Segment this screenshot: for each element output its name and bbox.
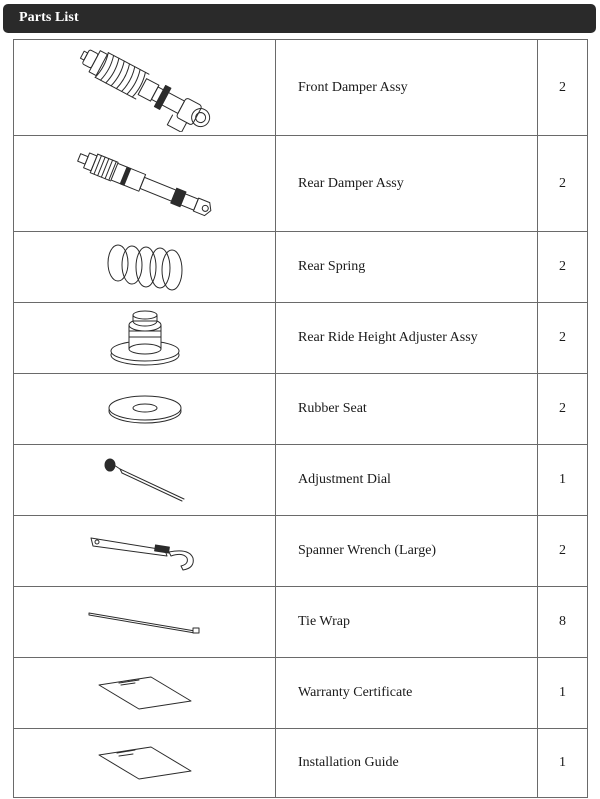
part-name: Tie Wrap	[276, 587, 538, 658]
part-name: Front Damper Assy	[276, 40, 538, 136]
rear-damper-icon	[70, 141, 220, 227]
front-damper-icon	[70, 44, 220, 132]
part-qty: 8	[538, 587, 588, 658]
table-row	[14, 136, 588, 232]
warranty-certificate-icon	[95, 673, 195, 713]
part-image-cell	[14, 587, 276, 658]
part-name: Installation Guide	[276, 729, 538, 798]
part-name: Spanner Wrench (Large)	[276, 516, 538, 587]
table-row	[14, 232, 588, 303]
part-image-cell	[14, 40, 276, 136]
part-image-cell	[14, 729, 276, 798]
spanner-wrench-icon	[85, 528, 205, 574]
part-image-cell	[14, 658, 276, 729]
section-title: Parts List	[19, 10, 79, 25]
part-qty: 2	[538, 136, 588, 232]
part-image-cell	[14, 303, 276, 374]
table-row	[14, 374, 588, 445]
part-qty: 2	[538, 232, 588, 303]
part-qty: 2	[538, 374, 588, 445]
table-row	[14, 445, 588, 516]
table-row	[14, 658, 588, 729]
part-name: Rubber Seat	[276, 374, 538, 445]
part-qty: 2	[538, 516, 588, 587]
part-qty: 1	[538, 445, 588, 516]
part-name: Rear Damper Assy	[276, 136, 538, 232]
ride-height-adjuster-icon	[105, 307, 185, 369]
table-row	[14, 729, 588, 798]
part-image-cell	[14, 232, 276, 303]
part-name: Adjustment Dial	[276, 445, 538, 516]
table-row	[14, 303, 588, 374]
rubber-seat-icon	[105, 389, 185, 429]
rear-spring-icon	[100, 237, 190, 297]
part-qty: 1	[538, 729, 588, 798]
table-row	[14, 587, 588, 658]
table-row	[14, 516, 588, 587]
section-header	[3, 4, 596, 33]
installation-guide-icon	[95, 743, 195, 783]
part-image-cell	[14, 516, 276, 587]
part-image-cell	[14, 374, 276, 445]
part-qty: 2	[538, 303, 588, 374]
part-qty: 2	[538, 40, 588, 136]
table-row	[14, 40, 588, 136]
tie-wrap-icon	[85, 607, 205, 637]
part-qty: 1	[538, 658, 588, 729]
adjustment-dial-icon	[100, 455, 190, 505]
part-name: Rear Spring	[276, 232, 538, 303]
part-name: Warranty Certificate	[276, 658, 538, 729]
part-image-cell	[14, 136, 276, 232]
part-name: Rear Ride Height Adjuster Assy	[276, 303, 538, 374]
part-image-cell	[14, 445, 276, 516]
parts-table	[13, 39, 588, 798]
